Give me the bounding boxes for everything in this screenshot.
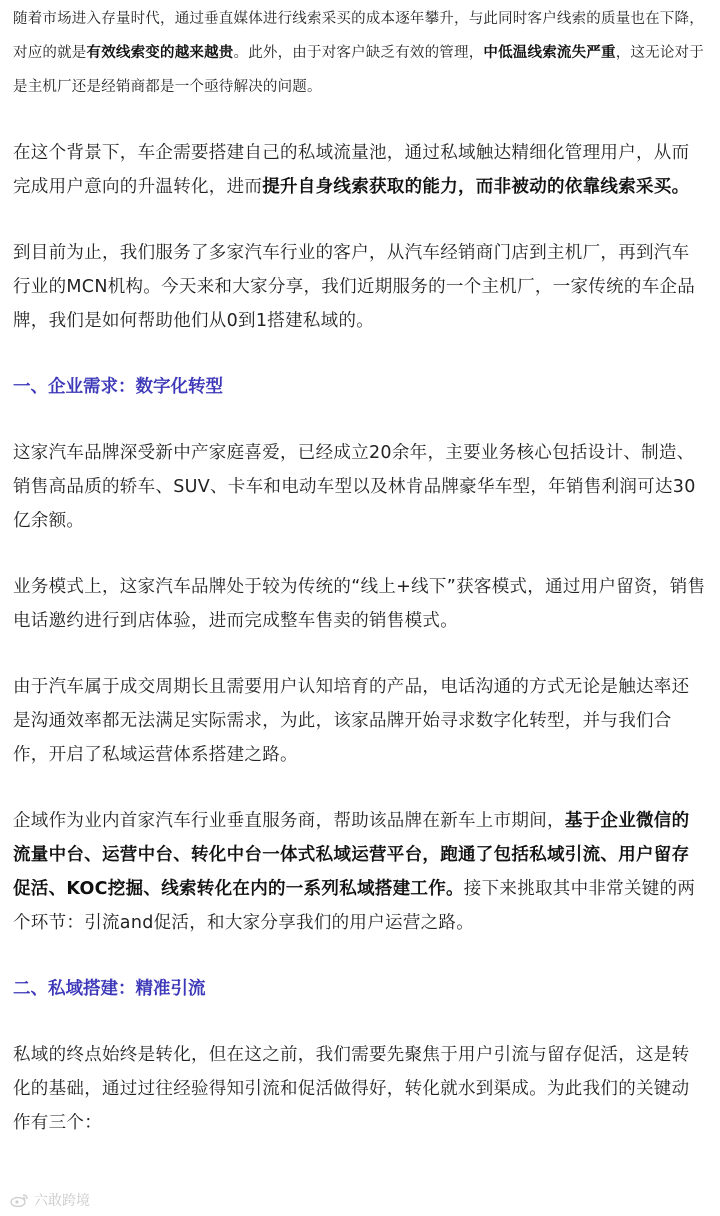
article-body xyxy=(0,2,720,1140)
intro-bold-2: 中低温线索流失严重 xyxy=(483,45,616,61)
p7-text-1: 企域作为业内首家汽车行业垂直服务商，帮助该品牌在新车上市期间， xyxy=(13,811,565,831)
p2-text-1: 在这个背景下，车企需要搭建自己的私域流量池，通过私域触达精细化管理用户，从而完成用户意向的升温转化，进而 xyxy=(13,143,690,197)
intro-bold-1: 有效线索变的越来越贵 xyxy=(86,45,234,61)
p7-text-2: 接下来挑取其中非常关键的两个环节：引流and促活，和大家分享我们的用户运营之路。 xyxy=(13,879,696,933)
paragraph-conversion: 私域的终点始终是转化，但在这之前，我们需要先聚焦于用户引流与留存促活，这是转化的基础，通过过往经验得知引流和促活做得好，转化就水到渠成。为此我们的关键动作有三个： xyxy=(13,1045,690,1133)
p7-bold-1: 基于企业微信的流量中台、运营中台、转化中台一体式私域运营平台，跑通了包括私域引流、用户留存促活、KOC挖掘、线索转化在内的一系列私域搭建工作。 xyxy=(13,811,690,899)
paragraph-qiyu xyxy=(13,804,707,940)
p2-bold-1: 提升自身线索获取的能力，而非被动的依靠线索采买。 xyxy=(262,177,690,197)
section-heading-1: 一、企业需求：数字化转型 xyxy=(13,377,223,397)
paragraph-clients: 到目前为止，我们服务了多家汽车行业的客户，从汽车经销商门店到主机厂，再到汽车行业的MCN机构。今天来和大家分享，我们近期服务的一个主机厂，一家传统的车企品牌，我们是如何帮助他们从0到1搭建私域的。 xyxy=(13,243,696,331)
section-heading-2: 二、私域搭建：精准引流 xyxy=(13,979,206,999)
watermark xyxy=(10,1190,90,1210)
paragraph-transformation: 由于汽车属于成交周期长且需要用户认知培育的产品，电话沟通的方式无论是触达率还是沟通效率都无法满足实际需求，为此，该家品牌开始寻求数字化转型，并与我们合作，开启了私域运营体系搭建之路。 xyxy=(13,677,690,765)
intro-text-1: 随着市场进入存量时代，通过垂直媒体进行线索采买的成本逐年攀升，与此同时客户线索的质量也在下降，对应的就是 xyxy=(13,11,704,61)
paragraph-business-model: 业务模式上，这家汽车品牌处于较为传统的“线上+线下”获客模式，通过用户留资，销售电话邀约进行到店体验，进而完成整车售卖的销售模式。 xyxy=(13,577,706,631)
intro-text-2: 。此外，由于对客户缺乏有效的管理， xyxy=(233,45,484,61)
paragraph-brand: 这家汽车品牌深受新中产家庭喜爱，已经成立20余年，主要业务核心包括设计、制造、销售高品质的轿车、SUV、卡车和电动车型以及林肯品牌豪华车型，年销售利润可达30亿余额。 xyxy=(13,443,696,531)
watermark-text: 六敢跨境 xyxy=(34,1193,90,1209)
intro-text-3: ，这无论对于是主机厂还是经销商都是一个亟待解决的问题。 xyxy=(13,45,704,95)
weibo-logo-icon xyxy=(10,1193,30,1207)
intro-paragraph xyxy=(13,2,707,104)
paragraph-background xyxy=(13,136,707,204)
